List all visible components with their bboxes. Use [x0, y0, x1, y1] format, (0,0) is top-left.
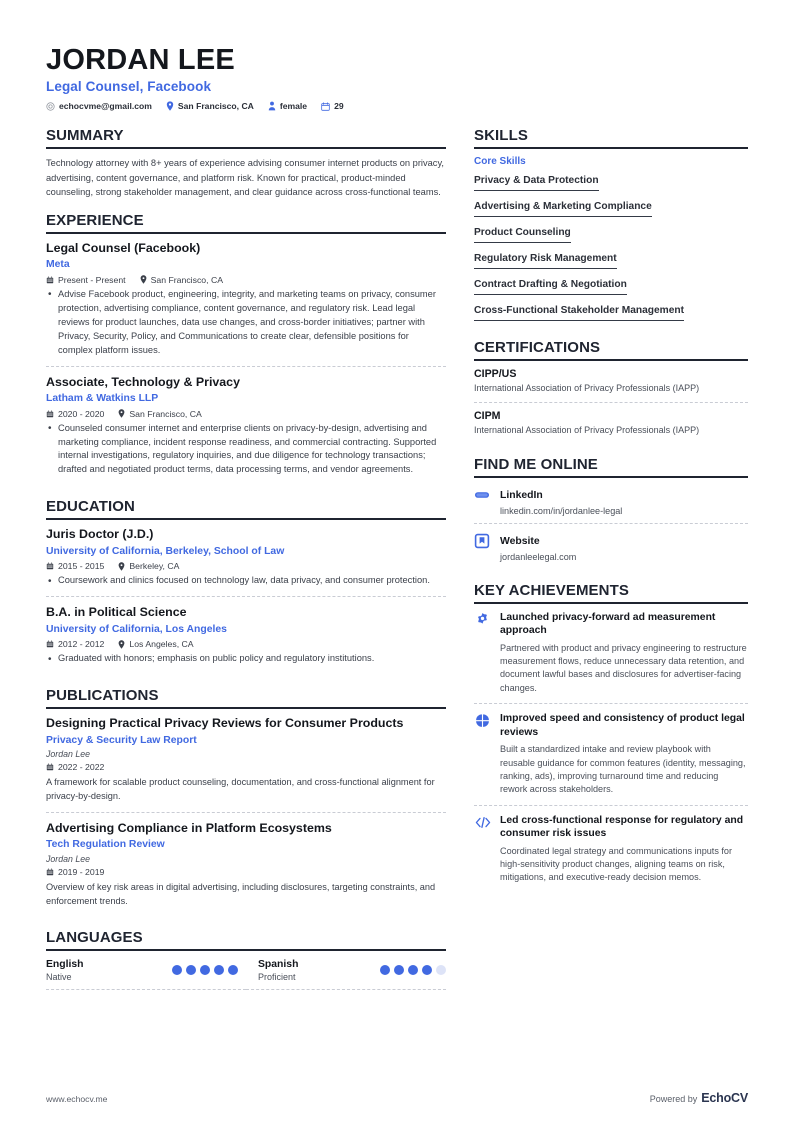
footer-powered-by-label: Powered by: [649, 1094, 698, 1104]
skill-list-item: [474, 170, 748, 196]
location-pin-icon: [118, 562, 125, 571]
language-text: [46, 958, 84, 982]
publication-entry: [46, 716, 446, 812]
experience-entry: [46, 241, 446, 366]
publication-author: Jordan Lee: [46, 749, 91, 760]
language-level: Native: [46, 972, 72, 983]
publication-entry: [46, 812, 446, 917]
calendar-icon: [321, 102, 330, 111]
location-pin-icon: [166, 101, 174, 111]
language-name: Spanish: [258, 959, 299, 971]
skill-list-item: [474, 196, 748, 222]
calendar-icon: [46, 410, 54, 418]
experience-role: Legal Counsel (Facebook): [46, 240, 201, 255]
certification-name: CIPP/US: [474, 367, 517, 380]
list-item: • Counseled consumer internet and enterprise clients on privacy-by-design, advertising and marketing compliance, incident response readiness, and commercial contracting. Supported internal investigations, regulatory inquiries, and due diligence for technology transactions; drafted and negotiated product terms, data processing terms, and vendor agreements.: [57, 422, 446, 478]
section-experience: [46, 212, 446, 485]
publication-meta: [46, 867, 446, 877]
skill-label: Advertising & Marketing Compliance: [474, 200, 652, 217]
certification-issuer: International Association of Privacy Professionals (IAPP): [474, 382, 700, 393]
online-link-text: [500, 531, 576, 562]
achievement-title: Launched privacy-forward ad measurement approach: [500, 611, 716, 637]
location-pin-icon: [118, 409, 125, 418]
section-title-skills: SKILLS: [474, 127, 528, 145]
experience-location-value: San Francisco, CA: [129, 408, 202, 419]
experience-location-value: San Francisco, CA: [150, 274, 224, 285]
language-text: [258, 958, 298, 982]
gear-icon: [474, 611, 491, 627]
list-item: • Advise Facebook product, engineering, integrity, and marketing teams on privacy, consumer protection, advertising compliance, content governance, and regulatory risk. Lead legal reviews for product launches, data use changes, and cross-border initiatives; partner with Privacy, Security, Policy, and Communications to create clear, defensible positions for complex platform issues.: [57, 288, 446, 358]
education-meta: [46, 639, 446, 649]
education-degree: B.A. in Political Science: [46, 605, 187, 620]
skill-label: Contract Drafting & Negotiation: [474, 278, 627, 295]
education-school[interactable]: University of California, Los Angeles: [46, 623, 227, 635]
publication-title: Designing Practical Privacy Reviews for Consumer Products: [46, 716, 404, 731]
skill-list-item: [474, 300, 748, 326]
page-footer: [46, 1091, 748, 1105]
achievement-item: [474, 611, 748, 703]
experience-dates-value: 2020 - 2020: [58, 408, 105, 419]
online-link-label: Website: [500, 536, 540, 548]
education-dates: [46, 639, 104, 649]
skill-label: Privacy & Data Protection: [474, 174, 599, 191]
experience-role: Associate, Technology & Privacy: [46, 374, 240, 389]
education-dates-value: 2015 - 2015: [58, 561, 105, 572]
publication-journal[interactable]: Privacy & Security Law Report: [46, 734, 197, 746]
list-item: • Coursework and clinics focused on technology law, data privacy, and consumer protection.: [57, 574, 446, 588]
calendar-icon: [46, 763, 54, 771]
contact-gender-value: female: [279, 101, 308, 112]
education-dates: [46, 561, 104, 571]
achievement-item: [474, 805, 748, 893]
pie-chart-icon: [474, 712, 491, 728]
achievement-item: [474, 703, 748, 804]
experience-dates-value: Present - Present: [58, 274, 126, 285]
section-publications: [46, 687, 446, 916]
experience-location: [140, 275, 223, 285]
education-location: [118, 561, 179, 571]
code-icon: [474, 814, 491, 830]
experience-company[interactable]: Meta: [46, 259, 70, 271]
education-location-value: Los Angeles, CA: [129, 639, 194, 650]
experience-bullets: [46, 288, 446, 358]
rating-dot: [422, 965, 432, 975]
page-title: JORDAN LEE: [46, 44, 235, 76]
experience-location: [118, 409, 201, 419]
section-title-summary: SUMMARY: [46, 127, 124, 145]
language-rating-dots: [380, 965, 446, 975]
rating-dot: [200, 965, 210, 975]
education-meta: [46, 561, 446, 571]
summary-text: Technology attorney with 8+ years of experience advising consumer internet products on privacy, advertising, content governance, and platform risk. Known for practical, product-minded counseling, strong stakeholder management, and clear guidance across cross-functional teams.: [46, 158, 444, 197]
contact-row: [46, 101, 748, 111]
section-rule: [46, 518, 446, 520]
section-title-experience: EXPERIENCE: [46, 211, 144, 229]
publication-author: Jordan Lee: [46, 853, 91, 864]
contact-location: [166, 101, 254, 111]
publication-dates-value: 2019 - 2019: [58, 866, 105, 877]
online-link-linkedin[interactable]: [474, 485, 748, 523]
section-rule: [474, 359, 748, 361]
footer-site-url[interactable]: www.echocv.me: [46, 1094, 108, 1104]
section-rule: [474, 147, 748, 149]
rating-dot: [380, 965, 390, 975]
publication-dates-value: 2022 - 2022: [58, 762, 105, 773]
education-bullets: [46, 652, 446, 666]
skill-label: Cross-Functional Stakeholder Management: [474, 304, 684, 321]
certification-issuer: International Association of Privacy Professionals (IAPP): [474, 424, 700, 435]
skills-group-label: Core Skills: [474, 156, 526, 168]
skill-label: Regulatory Risk Management: [474, 252, 617, 269]
publication-description: A framework for scalable product counseling, documentation, and cross-functional alignment for privacy-by-design.: [46, 777, 435, 802]
contact-gender: [268, 101, 307, 111]
education-entry: [46, 596, 446, 674]
headline: Legal Counsel, Facebook: [46, 79, 212, 95]
language-name: English: [46, 959, 84, 971]
education-degree: Juris Doctor (J.D.): [46, 527, 154, 542]
section-rule: [474, 476, 748, 478]
achievement-text: [500, 712, 748, 796]
achievement-title: Improved speed and consistency of product legal reviews: [500, 713, 745, 738]
education-bullets: [46, 574, 446, 588]
certification-item: [474, 368, 748, 402]
resume-header: [46, 44, 748, 111]
experience-meta: [46, 409, 446, 419]
resume-columns: [46, 127, 748, 1003]
section-rule: [46, 147, 446, 149]
language-item: [246, 958, 446, 990]
education-location-value: Berkeley, CA: [129, 561, 180, 572]
online-link-label: LinkedIn: [500, 490, 543, 502]
contact-email: [46, 101, 152, 111]
location-pin-icon: [140, 275, 147, 284]
rating-dot: [228, 965, 238, 975]
education-dates-value: 2012 - 2012: [58, 639, 105, 650]
list-item: • Graduated with honors; emphasis on public policy and regulatory institutions.: [57, 652, 446, 666]
section-title-key-achievements: KEY ACHIEVEMENTS: [474, 582, 629, 600]
experience-entry: [46, 366, 446, 486]
section-rule: [46, 707, 446, 709]
rating-dot: [186, 965, 196, 975]
publication-dates: [46, 762, 104, 772]
location-pin-icon: [118, 640, 125, 649]
certification-item: [474, 402, 748, 444]
language-item: [46, 958, 246, 990]
languages-grid: [46, 958, 446, 990]
section-rule: [474, 602, 748, 604]
education-entry: [46, 527, 446, 596]
rating-dot: [408, 965, 418, 975]
calendar-icon: [46, 868, 54, 876]
education-school[interactable]: University of California, Berkeley, School of Law: [46, 545, 285, 557]
section-title-education: EDUCATION: [46, 498, 135, 516]
footer-powered-by: [650, 1091, 748, 1105]
contact-location-value: San Francisco, CA: [177, 101, 254, 112]
contact-age: [321, 101, 344, 111]
section-certifications: [474, 339, 748, 443]
experience-company[interactable]: Latham & Watkins LLP: [46, 393, 159, 405]
rating-dot: [172, 965, 182, 975]
section-skills: [474, 127, 748, 326]
rating-dot: [214, 965, 224, 975]
section-education: [46, 498, 446, 674]
calendar-icon: [46, 562, 54, 570]
calendar-icon: [46, 276, 54, 284]
footer-brand[interactable]: EchoCV: [701, 1091, 748, 1105]
online-link-text: [500, 485, 622, 516]
skill-list-item: [474, 248, 748, 274]
contact-age-value: 29: [334, 101, 344, 112]
section-find-me-online: [474, 456, 748, 569]
achievement-text: [500, 611, 748, 695]
section-key-achievements: [474, 582, 748, 893]
publication-meta: [46, 762, 446, 772]
achievement-title: Led cross-functional response for regulatory and consumer risk issues: [500, 814, 744, 840]
language-level: Proficient: [258, 972, 296, 983]
rating-dot: [394, 965, 404, 975]
language-rating-dots: [172, 965, 238, 975]
skill-list-item: [474, 222, 748, 248]
contact-email-value: echocvme@gmail.com: [59, 101, 152, 112]
section-languages: [46, 929, 446, 990]
left-column: [46, 127, 446, 1003]
publication-dates: [46, 867, 104, 877]
achievement-text: [500, 814, 748, 885]
person-icon: [268, 101, 276, 111]
experience-dates: [46, 275, 126, 285]
experience-dates: [46, 409, 104, 419]
section-summary: [46, 127, 446, 198]
section-rule: [46, 232, 446, 234]
achievement-description: Built a standardized intake and review playbook with reusable guidance for common features (identity, messaging, ranking, ads), improving turnaround time and reducing rework across stakeholders.: [500, 744, 746, 795]
experience-bullets: [46, 422, 446, 478]
education-location: [118, 639, 193, 649]
section-title-find-me-online: FIND ME ONLINE: [474, 456, 598, 474]
achievement-description: Partnered with product and privacy engineering to restructure measurement flows, reduce unnecessary data retention, and document lawful bases and disclosures for advertiser-facing changes.: [500, 642, 747, 693]
skill-label: Product Counseling: [474, 226, 571, 243]
publication-journal[interactable]: Tech Regulation Review: [46, 839, 165, 851]
section-title-languages: LANGUAGES: [46, 929, 143, 947]
section-title-publications: PUBLICATIONS: [46, 687, 159, 705]
linkedin-icon: [474, 485, 491, 503]
section-title-certifications: CERTIFICATIONS: [474, 339, 601, 357]
certification-name: CIPM: [474, 409, 501, 422]
online-link-url[interactable]: jordanleelegal.com: [500, 552, 577, 563]
section-rule: [46, 949, 446, 951]
email-icon: [46, 102, 55, 111]
right-column: [474, 127, 748, 905]
publication-title: Advertising Compliance in Platform Ecosystems: [46, 820, 332, 835]
achievement-description: Coordinated legal strategy and communications inputs for high-sensitivity product changes, aligning teams on risk, mitigations, and executive-ready decision memos.: [500, 845, 733, 883]
experience-meta: [46, 275, 446, 285]
rating-dot-empty: [436, 965, 446, 975]
publication-description: Overview of key risk areas in digital advertising, including disclosures, targeting constraints, and enforcement trends.: [46, 881, 436, 906]
skill-list-item: [474, 274, 748, 300]
online-link-url[interactable]: linkedin.com/in/jordanlee-legal: [500, 506, 623, 517]
bookmark-icon: [474, 531, 491, 549]
calendar-icon: [46, 640, 54, 648]
online-link-website[interactable]: [474, 523, 748, 569]
